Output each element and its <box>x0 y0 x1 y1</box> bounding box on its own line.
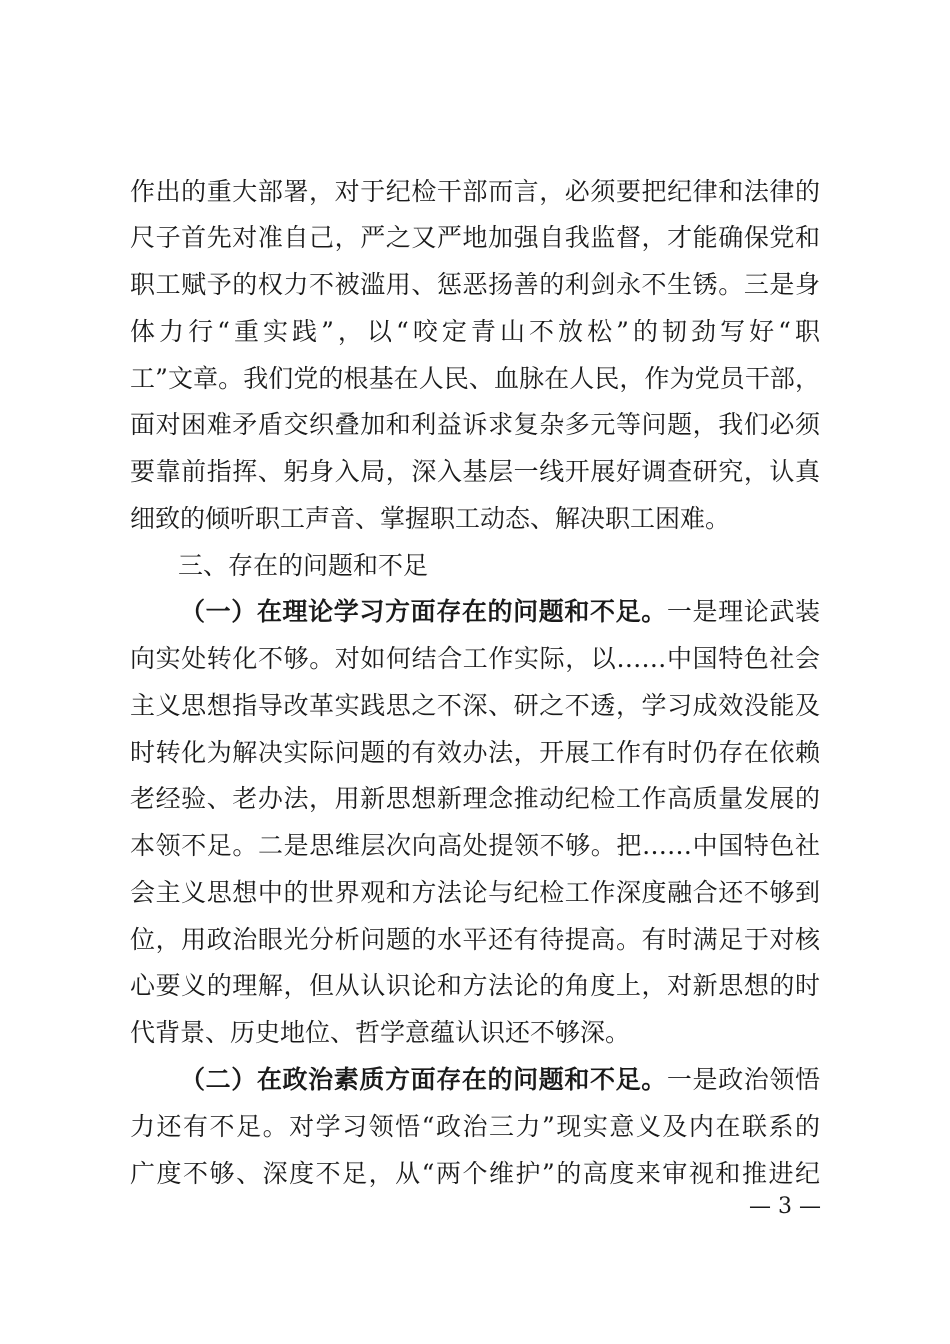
paragraph-line: 位，用政治眼光分析问题的水平还有待提高。有时满足于对核 <box>130 925 820 954</box>
subsection-first-line <box>180 592 820 632</box>
paragraph-line: 向实处转化不够。对如何结合工作实际，以……中国特色社会 <box>130 644 820 673</box>
paragraph-line: 要靠前指挥、躬身入局，深入基层一线开展好调查研究，认真 <box>130 457 820 486</box>
paragraph-line: 会主义思想中的世界观和方法论与纪检工作深度融合还不够到 <box>130 878 820 907</box>
paragraph-line: 心要义的理解，但从认识论和方法论的角度上，对新思想的时 <box>130 971 820 1000</box>
subsection-first-line <box>180 1060 820 1100</box>
subsection-text: 一是政治领悟 <box>666 1065 820 1094</box>
paragraph-line: 本领不足。二是思维层次向高处提领不够。把……中国特色社 <box>130 831 820 860</box>
paragraph-line: 时转化为解决实际问题的有效办法，开展工作有时仍存在依赖 <box>130 738 820 767</box>
subsection-heading: （一）在理论学习方面存在的问题和不足。 <box>180 597 667 626</box>
paragraph-line: 工”文章。我们党的根基在人民、血脉在人民，作为党员干部， <box>130 364 820 393</box>
subsection-text: 一是理论武装 <box>666 597 820 626</box>
subsection-heading: （二）在政治素质方面存在的问题和不足。 <box>180 1065 667 1094</box>
section-heading: 三、存在的问题和不足 <box>178 551 429 580</box>
paragraph-line: 广度不够、深度不足，从“两个维护”的高度来审视和推进纪 <box>130 1159 820 1188</box>
paragraph-line: 细致的倾听职工声音、掌握职工动态、解决职工困难。 <box>130 504 731 533</box>
paragraph-line: 面对困难矛盾交织叠加和利益诉求复杂多元等问题，我们必须 <box>130 410 820 439</box>
paragraph-line: 主义思想指导改革实践思之不深、研之不透，学习成效没能及 <box>130 691 820 720</box>
paragraph-line: 作出的重大部署，对于纪检干部而言，必须要把纪律和法律的 <box>130 177 820 206</box>
paragraph-line: 尺子首先对准自己，严之又严地加强自我监督，才能确保党和 <box>130 223 820 252</box>
paragraph-line: 体力行“重实践”，以“咬定青山不放松”的韧劲写好“职 <box>130 317 820 346</box>
page-number: — 3 — <box>749 1194 821 1219</box>
paragraph-line: 力还有不足。对学习领悟“政治三力”现实意义及内在联系的 <box>130 1112 820 1141</box>
paragraph-line: 职工赋予的权力不被滥用、惩恶扬善的利剑永不生锈。三是身 <box>130 270 820 299</box>
paragraph-line: 老经验、老办法，用新思想新理念推动纪检工作高质量发展的 <box>130 784 820 813</box>
paragraph-line: 代背景、历史地位、哲学意蕴认识还不够深。 <box>130 1018 631 1047</box>
